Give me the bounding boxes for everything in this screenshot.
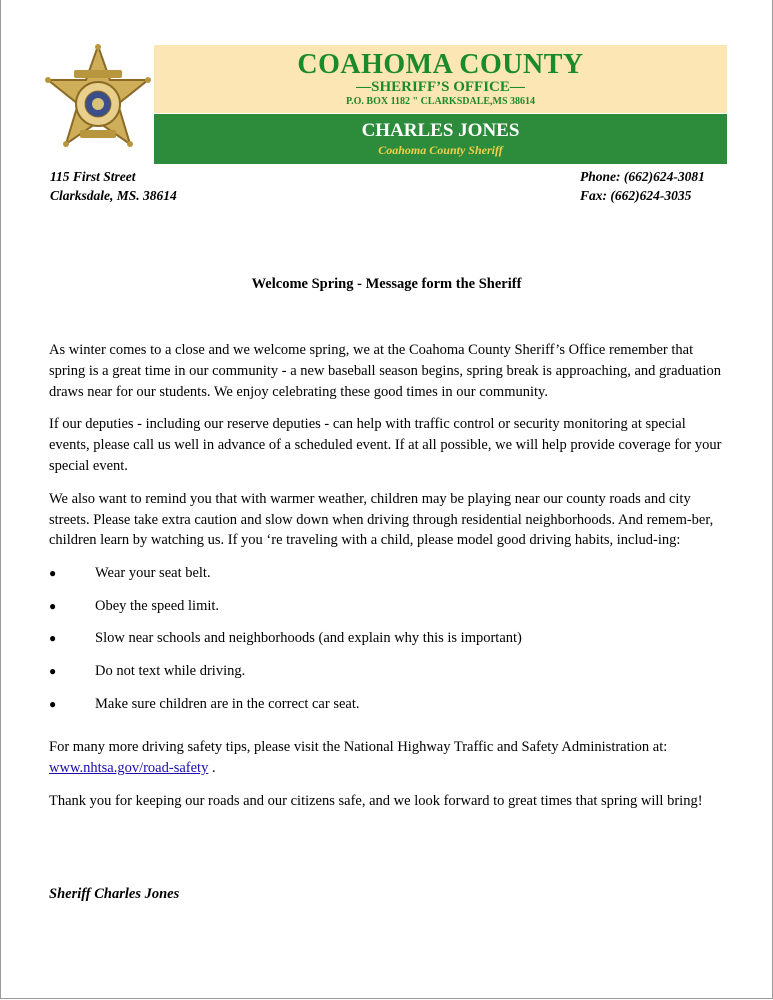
bullet-icon: ● <box>49 598 57 613</box>
fax-number: Fax: (662)624-3035 <box>580 188 692 203</box>
closing-paragraph: Thank you for keeping our roads and our citizens safe, and we look forward to great times that spring will bring! <box>49 792 703 809</box>
office-name: —SHERIFF’S OFFICE— <box>356 79 525 95</box>
sheriff-name: CHARLES JONES <box>361 120 520 141</box>
phone-number: Phone: (662)624-3081 <box>580 169 705 184</box>
tips-text: For many more driving safety tips, please visit the National Highway Traffic and Safety Administration at: <box>49 739 668 756</box>
bullet-icon: ● <box>49 696 57 711</box>
city-address: Clarksdale, MS. 38614 <box>50 188 177 203</box>
list-item <box>49 596 729 629</box>
list-item-text: Wear your seat belt. <box>95 565 211 582</box>
phone-block <box>580 167 705 205</box>
list-item-text: Obey the speed limit. <box>95 597 220 614</box>
safety-tips-paragraph <box>49 737 729 779</box>
letter-body <box>49 340 729 824</box>
bullet-icon: ● <box>49 566 57 581</box>
address-block <box>50 167 177 205</box>
nhtsa-link[interactable]: www.nhtsa.gov/road-safety <box>49 759 209 776</box>
header-sheriff-band <box>154 114 727 164</box>
bullet-icon: ● <box>49 631 57 646</box>
list-item <box>49 563 729 596</box>
paragraph: As winter comes to a close and we welcome spring, we at the Coahoma County Sheriff’s Office remember that spring is a great time in our community - a new baseball season begins, spring break is approaching, and graduation draws near for our students. We enjoy celebrating these good times in our community. <box>49 342 722 400</box>
list-item-text: Do not text while driving. <box>95 662 246 679</box>
list-item-text: Make sure children are in the correct car seat. <box>95 695 360 712</box>
county-name: COAHOMA COUNTY <box>297 49 584 80</box>
letter-title: Welcome Spring - Message form the Sheriff <box>251 276 522 292</box>
sheriff-title: Coahoma County Sheriff <box>378 143 503 157</box>
list-item <box>49 661 729 694</box>
street-address: 115 First Street <box>50 169 136 184</box>
po-box: P.O. BOX 1182 " CLARKSDALE,MS 38614 <box>345 96 536 107</box>
header-title-band <box>154 45 727 113</box>
bullet-icon: ● <box>49 663 57 678</box>
tips-after: . <box>208 759 216 776</box>
paragraph: We also want to remind you that with warmer weather, children may be playing near our county roads and city streets. Please take extra caution and slow down when driving through residential neighborhoods. And remem-ber, children learn by watching us. If you ‘re traveling with a child, please model good driving habits, includ-ing: <box>49 490 714 549</box>
list-item-text: Slow near schools and neighborhoods (and explain why this is important) <box>95 630 522 647</box>
safety-tips-list <box>49 563 729 726</box>
list-item <box>49 694 729 727</box>
paragraph: If our deputies - including our reserve deputies - can help with traffic control or security monitoring at special events, please call us well in advance of a scheduled event. If at all possible, we will help provide coverage for your special event. <box>49 416 722 474</box>
list-item <box>49 628 729 661</box>
signature: Sheriff Charles Jones <box>49 886 180 902</box>
sheriff-star-badge-icon <box>44 44 152 164</box>
